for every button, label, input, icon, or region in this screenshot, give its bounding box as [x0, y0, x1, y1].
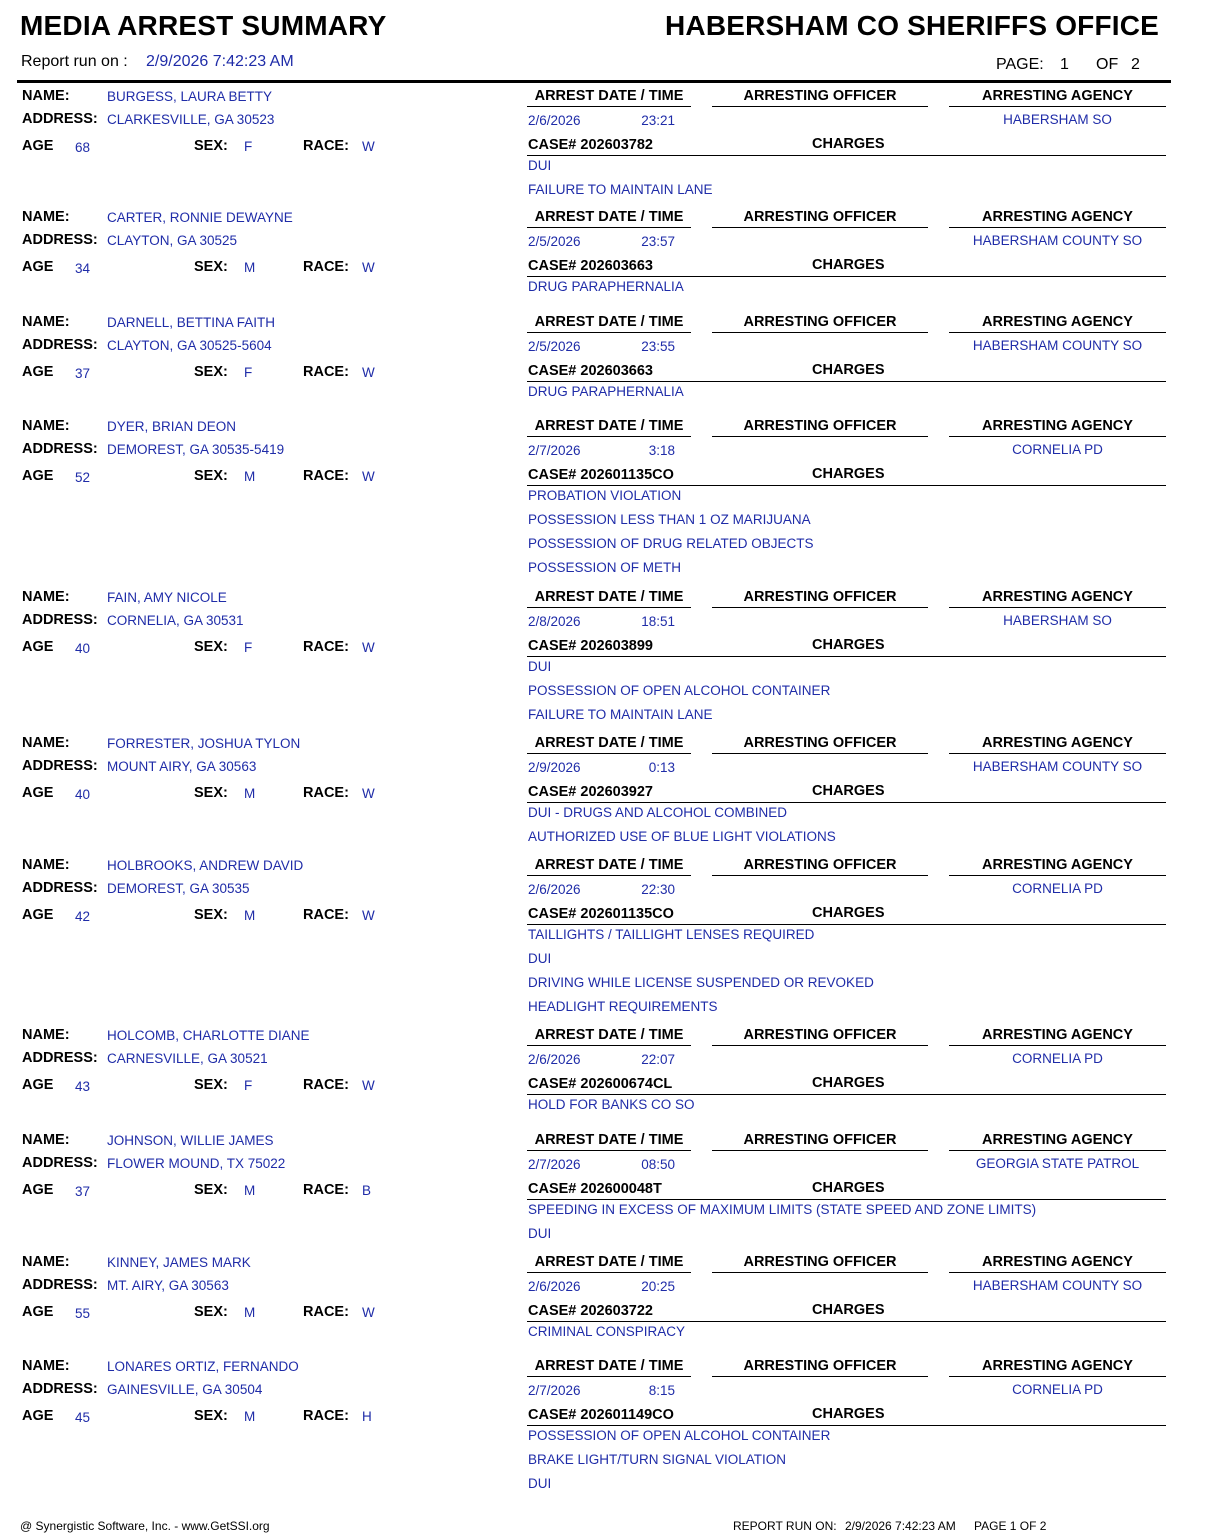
address-label: ADDRESS: [22, 337, 98, 353]
arresting-officer-underline [712, 1272, 928, 1273]
age-label: AGE [22, 907, 54, 923]
arresting-agency-underline [949, 1150, 1166, 1151]
arresting-officer-underline [712, 106, 928, 107]
arrestee-sex: M [244, 1305, 256, 1320]
arrest-date-time-header: ARREST DATE / TIME [534, 209, 684, 225]
race-label: RACE: [303, 785, 349, 801]
arrest-date-time-header: ARREST DATE / TIME [534, 1254, 684, 1270]
arrest-date-time-underline [527, 1045, 691, 1046]
arrest-time: 23:21 [641, 113, 675, 128]
case-number: CASE# 202601135CO [528, 906, 674, 922]
arrest-date-time-underline [527, 227, 691, 228]
charge-item: TAILLIGHTS / TAILLIGHT LENSES REQUIRED [528, 927, 815, 942]
arrestee-address: DEMOREST, GA 30535 [107, 881, 250, 896]
name-label: NAME: [22, 1132, 70, 1148]
arresting-agency-header: ARRESTING AGENCY [982, 314, 1133, 330]
charge-item: DUI [528, 1226, 552, 1241]
case-number: CASE# 202603927 [528, 784, 653, 800]
page-label: PAGE: [996, 56, 1044, 73]
arresting-agency-header: ARRESTING AGENCY [982, 1254, 1133, 1270]
case-number: CASE# 202603782 [528, 137, 653, 153]
charge-item: BRAKE LIGHT/TURN SIGNAL VIOLATION [528, 1452, 787, 1467]
charges-header: CHARGES [812, 1302, 885, 1318]
arresting-officer-underline [712, 332, 928, 333]
race-label: RACE: [303, 138, 349, 154]
arrestee-age: 37 [75, 366, 91, 381]
arrest-time: 8:15 [648, 1383, 675, 1398]
arrestee-address: MT. AIRY, GA 30563 [107, 1278, 229, 1293]
case-number: CASE# 202603663 [528, 363, 653, 379]
footer-run-value: 2/9/2026 7:42:23 AM [845, 1519, 956, 1533]
age-label: AGE [22, 1304, 54, 1320]
name-label: NAME: [22, 857, 70, 873]
arrest-date-time-underline [527, 1272, 691, 1273]
charges-header: CHARGES [812, 783, 885, 799]
arresting-agency: HABERSHAM SO [1003, 613, 1112, 628]
arrestee-age: 68 [75, 140, 91, 155]
arrest-date: 2/6/2026 [528, 1052, 581, 1067]
charge-item: DUI [528, 951, 552, 966]
case-underline [527, 924, 1166, 925]
arrest-date-time-header: ARREST DATE / TIME [534, 589, 684, 605]
arresting-agency-underline [949, 436, 1166, 437]
arrestee-race: W [362, 640, 375, 655]
case-underline [527, 1094, 1166, 1095]
charges-header: CHARGES [812, 905, 885, 921]
arrestee-age: 43 [75, 1079, 91, 1094]
report-run-value: 2/9/2026 7:42:23 AM [146, 53, 294, 70]
arresting-agency-underline [949, 106, 1166, 107]
charge-item: POSSESSION LESS THAN 1 OZ MARIJUANA [528, 512, 811, 527]
address-label: ADDRESS: [22, 111, 98, 127]
arresting-agency-header: ARRESTING AGENCY [982, 1132, 1133, 1148]
arresting-officer-header: ARRESTING OFFICER [743, 589, 897, 605]
age-label: AGE [22, 364, 54, 380]
sex-label: SEX: [194, 907, 228, 923]
race-label: RACE: [303, 639, 349, 655]
case-underline [527, 1321, 1166, 1322]
case-underline [527, 656, 1166, 657]
arrestee-name: DYER, BRIAN DEON [107, 419, 237, 434]
arrestee-race: W [362, 469, 375, 484]
arrestee-name: DARNELL, BETTINA FAITH [107, 315, 276, 330]
arrest-date: 2/6/2026 [528, 113, 581, 128]
arresting-agency-underline [949, 332, 1166, 333]
arrestee-age: 42 [75, 909, 91, 924]
arresting-agency: HABERSHAM COUNTY SO [972, 233, 1143, 248]
arrest-date: 2/7/2026 [528, 443, 581, 458]
arresting-agency-underline [949, 1272, 1166, 1273]
arrestee-age: 55 [75, 1306, 91, 1321]
arrest-date: 2/5/2026 [528, 339, 581, 354]
case-underline [527, 155, 1166, 156]
charge-item: DRIVING WHILE LICENSE SUSPENDED OR REVOKED [528, 975, 874, 990]
charge-item: HOLD FOR BANKS CO SO [528, 1097, 695, 1112]
charge-item: FAILURE TO MAINTAIN LANE [528, 707, 713, 722]
arresting-officer-header: ARRESTING OFFICER [743, 314, 897, 330]
arresting-agency-header: ARRESTING AGENCY [982, 88, 1133, 104]
case-underline [527, 1199, 1166, 1200]
charge-item: DUI [528, 659, 552, 674]
arrestee-name: BURGESS, LAURA BETTY [107, 89, 273, 104]
race-label: RACE: [303, 259, 349, 275]
arresting-agency: HABERSHAM COUNTY SO [972, 338, 1143, 353]
arresting-officer-header: ARRESTING OFFICER [743, 1027, 897, 1043]
address-label: ADDRESS: [22, 880, 98, 896]
charges-header: CHARGES [812, 257, 885, 273]
sex-label: SEX: [194, 785, 228, 801]
arresting-officer-underline [712, 1045, 928, 1046]
arrest-date-time-underline [527, 1376, 691, 1377]
arrestee-sex: M [244, 786, 256, 801]
name-label: NAME: [22, 88, 70, 104]
charge-item: PROBATION VIOLATION [528, 488, 682, 503]
race-label: RACE: [303, 364, 349, 380]
arrestee-address: DEMOREST, GA 30535-5419 [107, 442, 285, 457]
charges-header: CHARGES [812, 1180, 885, 1196]
charges-header: CHARGES [812, 1075, 885, 1091]
arrestee-name: JOHNSON, WILLIE JAMES [107, 1133, 274, 1148]
arrestee-address: CARNESVILLE, GA 30521 [107, 1051, 268, 1066]
arresting-agency-underline [949, 1376, 1166, 1377]
address-label: ADDRESS: [22, 1155, 98, 1171]
arresting-agency: HABERSHAM COUNTY SO [972, 759, 1143, 774]
sex-label: SEX: [194, 468, 228, 484]
arrestee-name: LONARES ORTIZ, FERNANDO [107, 1359, 299, 1374]
address-label: ADDRESS: [22, 441, 98, 457]
arrestee-race: B [362, 1183, 372, 1198]
page-number: 1 [1060, 56, 1069, 73]
arrestee-sex: M [244, 260, 256, 275]
case-underline [527, 381, 1166, 382]
case-number: CASE# 202600674CL [528, 1076, 673, 1092]
arrestee-name: HOLBROOKS, ANDREW DAVID [107, 858, 304, 873]
arrestee-age: 34 [75, 261, 91, 276]
arresting-officer-header: ARRESTING OFFICER [743, 735, 897, 751]
arresting-agency: CORNELIA PD [1012, 881, 1103, 896]
arrestee-address: CLAYTON, GA 30525 [107, 233, 238, 248]
arrest-date-time-underline [527, 436, 691, 437]
name-label: NAME: [22, 735, 70, 751]
arresting-officer-underline [712, 607, 928, 608]
case-underline [527, 1425, 1166, 1426]
arrest-date-time-header: ARREST DATE / TIME [534, 418, 684, 434]
arresting-agency: HABERSHAM SO [1003, 112, 1112, 127]
arrest-date: 2/9/2026 [528, 760, 581, 775]
case-underline [527, 276, 1166, 277]
arrest-date-time-underline [527, 607, 691, 608]
arrest-date: 2/7/2026 [528, 1157, 581, 1172]
arrest-time: 22:07 [641, 1052, 675, 1067]
arrest-date-time-underline [527, 875, 691, 876]
age-label: AGE [22, 1077, 54, 1093]
arrest-date-time-underline [527, 106, 691, 107]
charge-item: DUI [528, 158, 552, 173]
arresting-agency-underline [949, 607, 1166, 608]
address-label: ADDRESS: [22, 1277, 98, 1293]
name-label: NAME: [22, 1027, 70, 1043]
arrestee-address: CLARKESVILLE, GA 30523 [107, 112, 275, 127]
agency-title: HABERSHAM CO SHERIFFS OFFICE [665, 10, 1160, 41]
sex-label: SEX: [194, 259, 228, 275]
arrest-date-time-header: ARREST DATE / TIME [534, 1027, 684, 1043]
sex-label: SEX: [194, 1077, 228, 1093]
arresting-officer-underline [712, 1150, 928, 1151]
race-label: RACE: [303, 1182, 349, 1198]
charges-header: CHARGES [812, 362, 885, 378]
arrest-time: 08:50 [641, 1157, 675, 1172]
charge-item: DUI [528, 1476, 552, 1491]
charge-item: SPEEDING IN EXCESS OF MAXIMUM LIMITS (STATE SPEED AND ZONE LIMITS) [528, 1202, 1037, 1217]
arresting-officer-header: ARRESTING OFFICER [743, 209, 897, 225]
charge-item: POSSESSION OF OPEN ALCOHOL CONTAINER [528, 683, 831, 698]
arrest-time: 22:30 [641, 882, 675, 897]
address-label: ADDRESS: [22, 758, 98, 774]
sex-label: SEX: [194, 138, 228, 154]
sex-label: SEX: [194, 639, 228, 655]
arresting-officer-header: ARRESTING OFFICER [743, 1254, 897, 1270]
arresting-agency-header: ARRESTING AGENCY [982, 589, 1133, 605]
age-label: AGE [22, 468, 54, 484]
arrestee-sex: M [244, 1409, 256, 1424]
arrestee-age: 37 [75, 1184, 91, 1199]
arrestee-address: MOUNT AIRY, GA 30563 [107, 759, 257, 774]
race-label: RACE: [303, 907, 349, 923]
arrest-time: 18:51 [641, 614, 675, 629]
footer-run-label: REPORT RUN ON: [733, 1519, 837, 1533]
arrestee-address: CORNELIA, GA 30531 [107, 613, 244, 628]
arrestee-race: W [362, 1305, 375, 1320]
arresting-officer-underline [712, 436, 928, 437]
charge-item: POSSESSION OF METH [528, 560, 682, 575]
arrestee-sex: F [244, 365, 253, 380]
name-label: NAME: [22, 209, 70, 225]
arrestee-name: KINNEY, JAMES MARK [107, 1255, 251, 1270]
arresting-officer-underline [712, 875, 928, 876]
arresting-agency-underline [949, 875, 1166, 876]
charges-header: CHARGES [812, 637, 885, 653]
arresting-agency: CORNELIA PD [1012, 1382, 1103, 1397]
arresting-agency-header: ARRESTING AGENCY [982, 1358, 1133, 1374]
charges-header: CHARGES [812, 466, 885, 482]
arrestee-race: H [362, 1409, 372, 1424]
arresting-agency-underline [949, 753, 1166, 754]
age-label: AGE [22, 1182, 54, 1198]
arrest-date: 2/8/2026 [528, 614, 581, 629]
arrest-time: 20:25 [641, 1279, 675, 1294]
address-label: ADDRESS: [22, 1050, 98, 1066]
arrest-date-time-header: ARREST DATE / TIME [534, 1358, 684, 1374]
race-label: RACE: [303, 1408, 349, 1424]
age-label: AGE [22, 1408, 54, 1424]
arrestee-race: W [362, 786, 375, 801]
age-label: AGE [22, 259, 54, 275]
name-label: NAME: [22, 1254, 70, 1270]
arresting-agency: CORNELIA PD [1012, 1051, 1103, 1066]
arresting-officer-header: ARRESTING OFFICER [743, 88, 897, 104]
case-number: CASE# 202603722 [528, 1303, 653, 1319]
address-label: ADDRESS: [22, 1381, 98, 1397]
case-number: CASE# 202603663 [528, 258, 653, 274]
address-label: ADDRESS: [22, 232, 98, 248]
case-underline [527, 485, 1166, 486]
arrestee-name: FORRESTER, JOSHUA TYLON [107, 736, 301, 751]
arrest-date-time-header: ARREST DATE / TIME [534, 1132, 684, 1148]
case-underline [527, 802, 1166, 803]
sex-label: SEX: [194, 1182, 228, 1198]
arrest-date: 2/7/2026 [528, 1383, 581, 1398]
sex-label: SEX: [194, 1408, 228, 1424]
arrestee-sex: F [244, 139, 253, 154]
arrest-date-time-header: ARREST DATE / TIME [534, 735, 684, 751]
of-label: OF [1096, 56, 1119, 73]
arresting-officer-header: ARRESTING OFFICER [743, 418, 897, 434]
case-number: CASE# 202603899 [528, 638, 653, 654]
arrest-time: 0:13 [648, 760, 675, 775]
page-total: 2 [1131, 56, 1140, 73]
arresting-agency: GEORGIA STATE PATROL [975, 1156, 1140, 1171]
arrestee-name: CARTER, RONNIE DEWAYNE [107, 210, 293, 225]
address-label: ADDRESS: [22, 612, 98, 628]
arrest-time: 23:55 [641, 339, 675, 354]
arrest-date-time-underline [527, 1150, 691, 1151]
arresting-officer-header: ARRESTING OFFICER [743, 1358, 897, 1374]
race-label: RACE: [303, 1304, 349, 1320]
charges-header: CHARGES [812, 136, 885, 152]
name-label: NAME: [22, 418, 70, 434]
case-number: CASE# 202600048T [528, 1181, 662, 1197]
name-label: NAME: [22, 1358, 70, 1374]
arresting-officer-underline [712, 1376, 928, 1377]
charge-item: DUI - DRUGS AND ALCOHOL COMBINED [528, 805, 788, 820]
arresting-agency-header: ARRESTING AGENCY [982, 418, 1133, 434]
arrestee-age: 40 [75, 641, 91, 656]
arresting-agency-header: ARRESTING AGENCY [982, 1027, 1133, 1043]
arresting-officer-header: ARRESTING OFFICER [743, 1132, 897, 1148]
arresting-agency-underline [949, 1045, 1166, 1046]
arrest-date-time-header: ARREST DATE / TIME [534, 314, 684, 330]
footer-copyright: @ Synergistic Software, Inc. - www.GetSSI.org [20, 1519, 270, 1533]
case-number: CASE# 202601135CO [528, 467, 674, 483]
charge-item: POSSESSION OF OPEN ALCOHOL CONTAINER [528, 1428, 831, 1443]
arresting-officer-header: ARRESTING OFFICER [743, 857, 897, 873]
report-title: MEDIA ARREST SUMMARY [20, 10, 387, 41]
arrestee-sex: M [244, 469, 256, 484]
charge-item: DRUG PARAPHERNALIA [528, 279, 684, 294]
arrestee-age: 40 [75, 787, 91, 802]
arrestee-sex: M [244, 908, 256, 923]
charge-item: POSSESSION OF DRUG RELATED OBJECTS [528, 536, 814, 551]
arrest-time: 23:57 [641, 234, 675, 249]
arrestee-race: W [362, 1078, 375, 1093]
arrestee-race: W [362, 139, 375, 154]
race-label: RACE: [303, 468, 349, 484]
charge-item: DRUG PARAPHERNALIA [528, 384, 684, 399]
footer-page: PAGE 1 OF 2 [974, 1519, 1047, 1533]
arrest-date: 2/5/2026 [528, 234, 581, 249]
arrestee-name: FAIN, AMY NICOLE [107, 590, 227, 605]
arrestee-sex: M [244, 1183, 256, 1198]
arrest-date: 2/6/2026 [528, 882, 581, 897]
arresting-agency: HABERSHAM COUNTY SO [972, 1278, 1143, 1293]
arrestee-name: HOLCOMB, CHARLOTTE DIANE [107, 1028, 310, 1043]
arresting-agency-header: ARRESTING AGENCY [982, 209, 1133, 225]
charge-item: FAILURE TO MAINTAIN LANE [528, 182, 713, 197]
sex-label: SEX: [194, 1304, 228, 1320]
arrest-date-time-header: ARREST DATE / TIME [534, 857, 684, 873]
charge-item: CRIMINAL CONSPIRACY [528, 1324, 686, 1339]
arrestee-race: W [362, 260, 375, 275]
arresting-officer-underline [712, 753, 928, 754]
arrest-date: 2/6/2026 [528, 1279, 581, 1294]
arrestee-address: CLAYTON, GA 30525-5604 [107, 338, 272, 353]
arrest-date-time-header: ARREST DATE / TIME [534, 88, 684, 104]
arrestee-address: FLOWER MOUND, TX 75022 [107, 1156, 286, 1171]
report-run-label: Report run on : [21, 53, 128, 70]
arresting-agency: CORNELIA PD [1012, 442, 1103, 457]
arrestee-race: W [362, 365, 375, 380]
age-label: AGE [22, 785, 54, 801]
arrestee-sex: F [244, 1078, 253, 1093]
arresting-agency-header: ARRESTING AGENCY [982, 735, 1133, 751]
arresting-officer-underline [712, 227, 928, 228]
name-label: NAME: [22, 589, 70, 605]
arrestee-age: 52 [75, 470, 91, 485]
name-label: NAME: [22, 314, 70, 330]
race-label: RACE: [303, 1077, 349, 1093]
case-number: CASE# 202601149CO [528, 1407, 674, 1423]
age-label: AGE [22, 138, 54, 154]
arrestee-age: 45 [75, 1410, 91, 1425]
arrestee-sex: F [244, 640, 253, 655]
charges-header: CHARGES [812, 1406, 885, 1422]
arresting-agency-header: ARRESTING AGENCY [982, 857, 1133, 873]
arrestee-race: W [362, 908, 375, 923]
sex-label: SEX: [194, 364, 228, 380]
arrest-date-time-underline [527, 332, 691, 333]
charge-item: HEADLIGHT REQUIREMENTS [528, 999, 718, 1014]
arrestee-address: GAINESVILLE, GA 30504 [107, 1382, 263, 1397]
arresting-agency-underline [949, 227, 1166, 228]
arrest-time: 3:18 [648, 443, 675, 458]
arrest-date-time-underline [527, 753, 691, 754]
charge-item: AUTHORIZED USE OF BLUE LIGHT VIOLATIONS [528, 829, 836, 844]
age-label: AGE [22, 639, 54, 655]
